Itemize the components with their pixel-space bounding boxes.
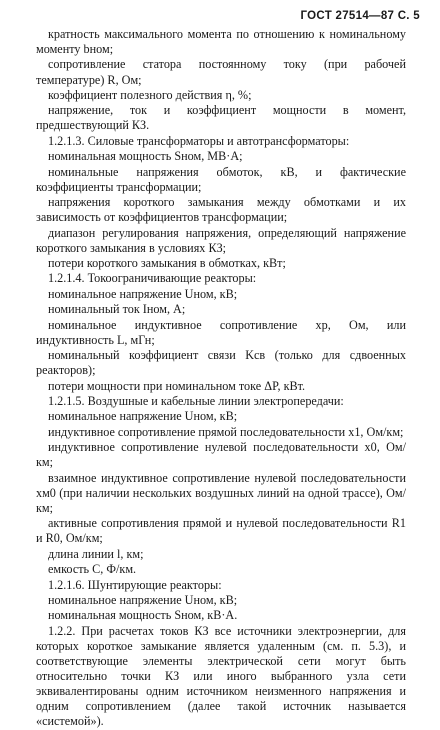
paragraph: индуктивное сопротивление прямой последовательности x1, Ом/км; — [48, 424, 404, 439]
paragraph: номинальное напряжение Uном, кВ; — [48, 592, 238, 607]
paragraph: номинальное напряжение Uном, кВ; — [48, 286, 238, 301]
paragraph: номинальный ток Iном, А; — [48, 302, 186, 317]
paragraph: номинальное индуктивное сопротивление xр, Ом, или индуктивность L, мГн; — [36, 317, 406, 347]
paragraph: длина линии l, км; — [48, 546, 144, 561]
section-heading: 1.2.1.3. Силовые трансформаторы и автотрансформаторы: — [48, 133, 350, 148]
document-body — [36, 27, 406, 730]
paragraph: номинальное напряжение Uном, кВ; — [48, 409, 238, 424]
section-heading: 1.2.1.4. Токоограничивающие реакторы: — [48, 271, 257, 286]
paragraph: номинальная мощность Sном, МВ·А; — [48, 149, 243, 164]
paragraph: диапазон регулирования напряжения, определяющий напряжение короткого замыкания в условиях КЗ; — [36, 225, 406, 255]
paragraph: сопротивление статора постоянному току (при рабочей температуре) R, Ом; — [36, 57, 406, 87]
paragraph: напряжение, ток и коэффициент мощности в момент, предшествующий КЗ. — [36, 103, 406, 133]
paragraph: взаимное индуктивное сопротивление нулевой последовательности xм0 (при наличии нескольких воздушных линий на одной трассе), Ом/км; — [36, 470, 406, 515]
paragraph: коэффициент полезного действия η, %; — [48, 87, 252, 102]
paragraph: кратность максимального момента по отношению к номинальному моменту bном; — [36, 27, 406, 57]
paragraph: потери мощности при номинальном токе ΔP, кВт. — [48, 378, 306, 393]
paragraph: номинальный коэффициент связи Kсв (только для сдвоенных реакторов); — [36, 348, 406, 378]
paragraph: номинальные напряжения обмоток, кВ, и фактические коэффициенты трансформации; — [36, 164, 406, 194]
paragraph: 1.2.2. При расчетах токов КЗ все источники электроэнергии, для которых короткое замыкание является удаленным (см. п. 5.3), и соответствующие элементы электрической сети могут быть относительно точки КЗ или иного выбранного узла сети эквивалентированы одним источником неизменного напряжения и одним сопротивлением (далее такой источник называется «системой»). — [36, 623, 406, 729]
paragraph: емкость C, Ф/км. — [48, 562, 137, 577]
paragraph: номинальная мощность Sном, кВ·А. — [48, 608, 238, 623]
paragraph: активные сопротивления прямой и нулевой последовательности R1 и R0, Ом/км; — [36, 516, 406, 546]
section-heading: 1.2.1.5. Воздушные и кабельные линии электропередачи: — [48, 394, 344, 408]
section-heading: 1.2.1.6. Шунтирующие реакторы: — [48, 577, 222, 592]
paragraph: напряжения короткого замыкания между обмотками и их зависимость от коэффициентов трансформации; — [36, 195, 406, 225]
paragraph: индуктивное сопротивление нулевой последовательности x0, Ом/км; — [36, 440, 406, 470]
page-header: ГОСТ 27514—87 С. 5 — [300, 10, 420, 22]
paragraph: потери короткого замыкания в обмотках, кВт; — [48, 256, 286, 271]
